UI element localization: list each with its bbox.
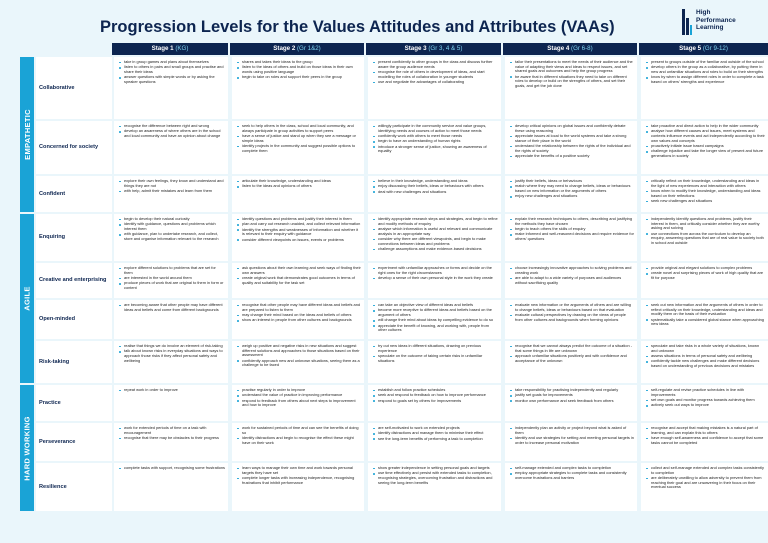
descriptor-list — [645, 388, 765, 408]
stage-cell-1 — [114, 176, 228, 212]
descriptor-item: identify distractions and manage them to minimise their effect — [372, 431, 498, 436]
descriptor-item: articulate their knowledge, understanding and ideas — [236, 179, 361, 184]
attribute-name: Resilience — [36, 463, 112, 511]
stage-cell-4 — [505, 263, 637, 298]
descriptor-item: consider different viewpoints on issues, events or problems — [236, 238, 361, 243]
stage-cell-1 — [114, 341, 228, 383]
descriptor-list — [509, 266, 634, 285]
stage-cell-4 — [505, 176, 637, 212]
descriptor-list — [118, 466, 225, 471]
stage-cell-1 — [114, 263, 228, 298]
descriptor-item: identify appropriate research steps and strategies, and begin to refine and modify methods of enquiry — [372, 217, 498, 226]
descriptor-list — [509, 426, 634, 445]
descriptor-item: confidently approach new and unknown situations, seeing them as a challenge to be faced — [236, 359, 361, 368]
descriptor-item: with help, admit their mistakes and learn from them — [118, 189, 225, 194]
descriptor-item: develop an awareness of where others are in the school and local community and have an opinion about change — [118, 129, 225, 138]
stage-cell-3 — [368, 263, 501, 298]
descriptor-list — [509, 388, 634, 403]
stage-cell-5 — [641, 57, 768, 119]
descriptor-item: recognise that we cannot always predict the outcome of a situation - that some things in life are unknown — [509, 344, 634, 353]
descriptor-item: have a sense of justice and stand up when they see a message or simple ideas — [236, 134, 361, 143]
descriptor-item: identify projects in the community and suggest possible options to complete them — [236, 144, 361, 153]
descriptor-item: are interested in the world around them — [118, 276, 225, 281]
grade-label: (Gr 3, 4 & 5) — [428, 45, 463, 52]
stage-cell-2 — [232, 57, 364, 119]
descriptor-item: produce pieces of work that are original to them in form or content — [118, 281, 225, 290]
descriptor-list — [236, 124, 361, 153]
descriptor-list — [509, 217, 634, 242]
descriptor-item: begin to teach others the skills of enquiry — [509, 227, 634, 232]
descriptor-list — [372, 179, 498, 194]
descriptor-item: evaluate cultural perspectives by drawing on the views of people from other cultures and backgrounds when forming opinions — [509, 313, 634, 322]
stage-cell-5 — [641, 423, 768, 461]
descriptor-item: use connections from across the curriculum to develop an enquiry, answering questions that are of real value to society both in school and outside — [645, 232, 765, 246]
descriptor-item: explain their research techniques to others, describing and justifying the methods they have chosen — [509, 217, 634, 226]
descriptor-list — [509, 60, 634, 89]
descriptor-item: seek new challenges and situations — [645, 199, 765, 204]
stage-header-1 — [112, 43, 228, 55]
descriptor-list — [236, 303, 361, 323]
attribute-name: Collaborative — [36, 57, 112, 119]
descriptor-item: analyse how different causes and issues, meet systems and contexts influence events and act independently according to their own values and concepts — [645, 129, 765, 143]
descriptor-list — [372, 124, 498, 154]
descriptor-item: know when to modify their knowledge, understanding and ideas based on their reflections — [645, 189, 765, 198]
descriptor-list — [118, 388, 225, 393]
stage-cell-1 — [114, 300, 228, 339]
descriptor-list — [236, 388, 361, 408]
descriptor-list — [118, 426, 225, 441]
descriptor-item: begin to have an understanding of human rights — [372, 139, 498, 144]
stage-cell-1 — [114, 57, 228, 119]
descriptor-list — [645, 124, 765, 159]
descriptor-item: begin to develop their natural curiosity — [118, 217, 225, 222]
descriptor-item: use time effectively and persist with extended tasks to completion, recognising strategies, overcoming frustration and distractions and seeing the long-term benefits — [372, 471, 498, 485]
descriptor-item: plan and carry out research unaided, and collect relevant information — [236, 222, 361, 227]
attribute-name: Open-minded — [36, 300, 112, 339]
descriptor-item: believe in their knowledge, understanding and ideas — [372, 179, 498, 184]
descriptor-item: recognise that other people may have different ideas and beliefs and are prepared to listen to them — [236, 303, 361, 312]
descriptor-item: take responsibility for practising independently and regularly — [509, 388, 634, 393]
descriptor-item: take proactive and direct action to help in the wider community — [645, 124, 765, 129]
descriptor-item: take in group games and plans about themselves — [118, 60, 225, 65]
descriptor-item: introduce a stronger sense of justice, showing an awareness of equality — [372, 145, 498, 154]
descriptor-item: identify and use strategies for setting and meeting personal targets in order to increase personal motivation — [509, 436, 634, 445]
stage-cell-5 — [641, 263, 768, 298]
descriptor-item: proactively initiate issue based campaigns — [645, 144, 765, 149]
section-empathetic — [20, 57, 34, 212]
descriptor-item: identify questions and problems and justify their interest in them — [236, 217, 361, 222]
descriptor-item: are deliberately unwilling to allow adversity to prevent them from reaching their goal and are unwavering in their focus on their eventual success — [645, 476, 765, 490]
descriptor-item: see the long-term benefits of performing a task to completion — [372, 437, 498, 442]
attribute-name: Enquiring — [36, 214, 112, 261]
descriptor-list — [372, 303, 498, 333]
descriptor-list — [509, 344, 634, 363]
descriptor-item: create original work that demonstrates good outcomes in terms of quality and suitability for the task set — [236, 276, 361, 285]
descriptor-item: tailor their presentations to meet the needs of their audience and the value of adapting their views and ideas to respect issues, and set shared goals and outcomes and help the group progress — [509, 60, 634, 74]
stage-cell-4 — [505, 300, 637, 339]
stage-cell-5 — [641, 214, 768, 261]
stage-cell-1 — [114, 463, 228, 511]
stage-cell-5 — [641, 300, 768, 339]
descriptor-item: be aware that in different situations they need to take on different roles to develop or build on the strengths of others, and set their goals, and get the job done — [509, 75, 634, 89]
stage-cell-3 — [368, 385, 501, 421]
descriptor-item: recognise the difference between right and wrong — [118, 124, 225, 129]
descriptor-item: shares and takes their ideas to the group — [236, 60, 361, 65]
descriptor-item: willingly participate in the community service and value groups, identifying needs and courses of action to meet those needs — [372, 124, 498, 133]
descriptor-list — [236, 217, 361, 242]
descriptor-item: recognise that there may be obstacles to their progress — [118, 436, 225, 441]
descriptor-item: seek out new information and the arguments of others in order to reflect critically on their knowledge, understanding and ideas and modify them on the basis of their evaluation — [645, 303, 765, 317]
stage-cell-3 — [368, 423, 501, 461]
stage-cell-5 — [641, 341, 768, 383]
descriptor-item: understand the value of practice in improving performance — [236, 393, 361, 398]
attribute-name: Perseverance — [36, 423, 112, 461]
stage-header-3 — [366, 43, 501, 55]
descriptor-item: challenge injustice and take the longer view of present and future generations in society — [645, 149, 765, 158]
descriptor-item: independently plan an activity or project beyond what is asked of them — [509, 426, 634, 435]
descriptor-list — [645, 344, 765, 369]
stage-cell-3 — [368, 214, 501, 261]
descriptor-item: match where they may need to change beliefs, ideas or behaviours based on new information or the arguments of others — [509, 184, 634, 193]
descriptor-list — [645, 266, 765, 281]
descriptor-item: listen to others in pairs and small groups and practise and share their ideas — [118, 65, 225, 74]
descriptor-list — [372, 217, 498, 252]
descriptor-item: complete longer tasks with increasing independence, recognising frustrations that inhibit performance — [236, 476, 361, 485]
stage-cell-5 — [641, 385, 768, 421]
descriptor-list — [372, 344, 498, 363]
descriptor-list — [236, 179, 361, 189]
stage-header-5 — [639, 43, 768, 55]
descriptor-list — [118, 217, 225, 242]
descriptor-item: with guidance, plan to undertake research, and collect, store and organise information relevant to the research — [118, 232, 225, 241]
descriptor-item: justify their beliefs, ideas or behaviours — [509, 179, 634, 184]
descriptor-list — [118, 266, 225, 291]
descriptor-item: collect and self-manage extended and complex tasks consistently to completion — [645, 466, 765, 475]
descriptor-item: challenge assumptions and make evidence-based decisions — [372, 247, 498, 252]
descriptor-item: consider why there are different viewpoints, and begin to make connections between ideas and problems — [372, 237, 498, 246]
descriptor-item: evaluate new information or the arguments of others and are willing to change beliefs, ideas or behaviours based on that evaluation — [509, 303, 634, 312]
stage-cell-3 — [368, 57, 501, 119]
grade-label: (Gr 6-8) — [571, 45, 593, 52]
stage-label: Stage 3 — [404, 45, 429, 52]
descriptor-item: speculate on the outcome of taking certain risks in unfamiliar situations — [372, 354, 498, 363]
logo-text: High Performance Learning — [696, 9, 736, 32]
hpl-logo — [682, 9, 736, 35]
descriptor-item: present to groups outside of the familiar and outside of the school — [645, 60, 765, 65]
descriptor-item: try out new ideas in different situations, drawing on previous experience — [372, 344, 498, 353]
descriptor-list — [118, 124, 225, 139]
descriptor-item: realise that things we do involve an element of risk-taking — [118, 344, 225, 349]
logo-mark-icon — [682, 9, 692, 35]
descriptor-item: choose increasingly innovative approaches to solving problems and creating work — [509, 266, 634, 275]
descriptor-item: identify the strengths and weaknesses of information and whether it is relevant to their enquiry with guidance — [236, 228, 361, 237]
stage-cell-2 — [232, 176, 364, 212]
descriptor-item: analyse which information is useful and relevant and communicate analysis in an appropriate way — [372, 227, 498, 236]
stage-cell-3 — [368, 463, 501, 511]
descriptor-item: recognise and accept that making mistakes is a natural part of learning, and can explain this to others — [645, 426, 765, 435]
descriptor-item: respond to goals set by others for improvements — [372, 399, 498, 404]
attribute-name: Confident — [36, 176, 112, 212]
descriptor-item: ask questions about their own learning and seek ways of finding their own answers — [236, 266, 361, 275]
descriptor-item: show an interest in people from other cultures and backgrounds — [236, 318, 361, 323]
descriptor-list — [236, 266, 361, 285]
stage-cell-5 — [641, 176, 768, 212]
section-label: AGILE — [22, 286, 32, 311]
stage-cell-2 — [232, 341, 364, 383]
descriptor-item: confidently work with others to meet those needs — [372, 134, 498, 139]
descriptor-item: establish and follow practice schedules — [372, 388, 498, 393]
stage-cell-4 — [505, 463, 637, 511]
descriptor-list — [118, 344, 225, 363]
descriptor-item: appreciate the benefits of a positive society — [509, 154, 634, 159]
descriptor-item: assess situations in terms of personal safety and wellbeing — [645, 354, 765, 359]
descriptor-item: critically reflect on their knowledge, understanding and ideas in the light of new experiences and interaction with others — [645, 179, 765, 188]
descriptor-item: monitor own performance and seek feedback from others — [509, 399, 634, 404]
descriptor-item: self-regulate and revise practice schedules in line with improvements — [645, 388, 765, 397]
descriptor-item: learn ways to manage their own time and work towards personal targets they have set — [236, 466, 361, 475]
descriptor-item: begin to take on roles and support their peers in the group — [236, 75, 361, 80]
attribute-row — [36, 300, 768, 339]
attribute-row — [36, 385, 768, 421]
descriptor-item: will change their mind about ideas by compelling evidence to do so — [372, 318, 498, 323]
descriptor-item: make informed and well-reasoned decisions and require evidence for others' questions — [509, 232, 634, 241]
descriptor-item: self-manage extended and complex tasks to completion — [509, 466, 634, 471]
attribute-name: Risk-taking — [36, 341, 112, 383]
attribute-name: Concerned for society — [36, 121, 112, 174]
stage-cell-1 — [114, 214, 228, 261]
descriptor-item: seek and respond to feedback on how to improve performance — [372, 393, 498, 398]
stage-label: Stage 2 — [273, 45, 297, 52]
descriptor-item: justify set goals for improvements — [509, 393, 634, 398]
grade-label: (Gr 9-12) — [702, 45, 728, 52]
descriptor-item: have enough self-awareness and confidence to accept that some tasks cannot be completed — [645, 436, 765, 445]
descriptor-list — [118, 179, 225, 194]
descriptor-list — [372, 60, 498, 85]
stage-cell-4 — [505, 385, 637, 421]
descriptor-item: employ appropriate strategies to complete tasks and consistently overcome frustrations and barriers — [509, 471, 634, 480]
descriptor-item: create novel and surprising pieces of work of high quality that are fit for purpose — [645, 271, 765, 280]
section-label: HARD WORKING — [22, 415, 32, 481]
descriptor-item: work for extended periods of time on a task with encouragement — [118, 426, 225, 435]
stage-label: Stage 5 — [679, 45, 703, 52]
descriptor-item: develop a sense of their own personal style in the work they create — [372, 276, 498, 281]
descriptor-item: enjoy new challenges and situations — [509, 194, 634, 199]
descriptor-item: listen to the ideas of others and build on those ideas in their own words using positive language — [236, 65, 361, 74]
descriptor-item: provide original and elegant solutions to complex problems — [645, 266, 765, 271]
section-agile — [20, 214, 34, 383]
descriptor-item: independently identify questions and problems, justify their interest in them, and critically consider whether they are worthy asking and solving — [645, 217, 765, 231]
descriptor-item: appreciate issues at local to the world systems and take a strong stance of their place in the world — [509, 134, 634, 143]
section-hard-working — [20, 385, 34, 511]
descriptor-item: deal with new challenges and situations — [372, 190, 498, 195]
descriptor-item: repeat work in order to improve — [118, 388, 225, 393]
stage-label: Stage 1 — [151, 45, 176, 52]
descriptor-item: identify distractions and begin to recognise the effect these might have on their work — [236, 436, 361, 445]
descriptor-item: appreciate the benefit of knowing, and working with, people from other cultures — [372, 324, 498, 333]
stage-cell-3 — [368, 300, 501, 339]
stage-cell-3 — [368, 121, 501, 174]
stage-cell-2 — [232, 263, 364, 298]
descriptor-item: weigh up positive and negative risks in new situations and suggest different solutions and approaches to those situations based on their assessment — [236, 344, 361, 358]
descriptor-item: listen to the ideas and opinions of others — [236, 184, 361, 189]
descriptor-item: develop others in the group as a collaborative, by putting them in new and unfamiliar situations and roles to build on their strengths — [645, 65, 765, 74]
descriptor-list — [236, 344, 361, 368]
descriptor-item: set own goals and monitor progress towards achieving them — [645, 398, 765, 403]
descriptor-item: recognise the role of others in development of ideas, and start modelling the roles of collaboration in younger students — [372, 70, 498, 79]
descriptor-item: enjoy discussing their beliefs, ideas or behaviours with others — [372, 184, 498, 189]
descriptor-item: develop critical opinions on global issues and confidently debate these using reasoning — [509, 124, 634, 133]
descriptor-list — [645, 217, 765, 246]
stage-cell-1 — [114, 385, 228, 421]
descriptor-item: are able to adapt to a wide variety of purposes and audiences without sacrificing quality — [509, 276, 634, 285]
stage-cell-2 — [232, 385, 364, 421]
attribute-row — [36, 214, 768, 261]
stage-cell-4 — [505, 341, 637, 383]
descriptor-list — [372, 388, 498, 403]
stage-cell-2 — [232, 300, 364, 339]
descriptor-list — [236, 466, 361, 485]
attribute-row — [36, 263, 768, 298]
descriptor-item: confidently tackle new challenges and make different decisions based on understanding of previous decisions and mistakes — [645, 359, 765, 368]
grade-label: (KG) — [175, 45, 189, 52]
stage-cell-4 — [505, 57, 637, 119]
stage-cell-5 — [641, 121, 768, 174]
descriptor-list — [509, 124, 634, 159]
descriptor-item: answer questions with simple words or by asking the speaker questions — [118, 75, 225, 84]
descriptor-list — [509, 303, 634, 322]
descriptor-item: experiment with unfamiliar approaches or forms and decide on the right ones for the right circumstances — [372, 266, 498, 275]
stage-cell-1 — [114, 121, 228, 174]
attribute-row — [36, 341, 768, 383]
descriptor-item: talk about known risks in everyday situations and ways to approach those risks if they affect personal safety and wellbeing — [118, 349, 225, 363]
descriptor-item: respond to feedback from others about next steps to improvement and how to improve — [236, 399, 361, 408]
descriptor-item: systematically take a considered global stance when approaching new ideas — [645, 318, 765, 327]
stage-cell-2 — [232, 214, 364, 261]
descriptor-item: show greater independence in setting personal goals and targets — [372, 466, 498, 471]
descriptor-item: use and negotiate the advantages of collaborating — [372, 80, 498, 85]
descriptor-item: can take an objective view of different ideas and beliefs — [372, 303, 498, 308]
stage-cell-4 — [505, 121, 637, 174]
descriptor-item: explore different solutions to problems that are set for them — [118, 266, 225, 275]
attribute-row — [36, 423, 768, 461]
descriptor-item: identify with guidance, questions and problems which interest them — [118, 222, 225, 231]
stage-cell-1 — [114, 423, 228, 461]
descriptor-list — [118, 303, 225, 312]
descriptor-list — [645, 426, 765, 445]
descriptor-list — [372, 466, 498, 485]
attribute-row — [36, 463, 768, 511]
attribute-row — [36, 57, 768, 119]
stage-cell-4 — [505, 214, 637, 261]
descriptor-item: become more receptive to different ideas and beliefs based on the argument of others — [372, 308, 498, 317]
descriptor-list — [645, 466, 765, 490]
stage-cell-2 — [232, 463, 364, 511]
stage-cell-3 — [368, 176, 501, 212]
stage-cell-2 — [232, 423, 364, 461]
descriptor-list — [645, 303, 765, 327]
descriptor-item: present confidently to other groups in the class and discuss further aware the group audience needs — [372, 60, 498, 69]
descriptor-list — [118, 60, 225, 85]
section-label: EMPATHETIC — [22, 109, 32, 160]
attribute-name: Practice — [36, 385, 112, 421]
grade-label: (Gr 1&2) — [297, 45, 321, 52]
descriptor-item: are becoming aware that other people may have different ideas and beliefs and come from different backgrounds — [118, 303, 225, 312]
descriptor-item: may change their mind based on the ideas and beliefs of others — [236, 313, 361, 318]
descriptor-item: seek to help others in the class, school and local community, and always participate in group activities to support peers — [236, 124, 361, 133]
descriptor-item: actively seek out ways to improve — [645, 403, 765, 408]
descriptor-list — [372, 426, 498, 441]
descriptor-list — [236, 60, 361, 80]
descriptor-list — [372, 266, 498, 281]
stage-cell-4 — [505, 423, 637, 461]
descriptor-list — [236, 426, 361, 445]
descriptor-list — [509, 179, 634, 199]
descriptor-item: practise regularly in order to improve — [236, 388, 361, 393]
attribute-row — [36, 176, 768, 212]
descriptor-item: approach unfamiliar situations positively and with confidence and acceptance of the unknown — [509, 354, 634, 363]
descriptor-item: speculate and take risks in a whole variety of situations, known and unknown — [645, 344, 765, 353]
descriptor-item: understand the relationship between the rights of the individual and the rights of society — [509, 144, 634, 153]
descriptor-item: explore their own feelings, they know and understand and things they are not — [118, 179, 225, 188]
descriptor-item: are self-motivated to work on extended projects — [372, 426, 498, 431]
stage-header-4 — [503, 43, 637, 55]
descriptor-item: complete tasks with support, recognising some frustrations — [118, 466, 225, 471]
stage-cell-5 — [641, 463, 768, 511]
descriptor-list — [509, 466, 634, 481]
stage-label: Stage 4 — [547, 45, 572, 52]
descriptor-item: know by when to assign different roles in order to complete a task based on others' strengths and experience — [645, 75, 765, 84]
attribute-name: Creative and enterprising — [36, 263, 112, 298]
stage-cell-2 — [232, 121, 364, 174]
attribute-row — [36, 121, 768, 174]
stage-header-2 — [230, 43, 364, 55]
descriptor-item: work for sustained periods of time and can see the benefits of doing so — [236, 426, 361, 435]
stage-cell-3 — [368, 341, 501, 383]
descriptor-list — [645, 179, 765, 204]
page-title: Progression Levels for the Values Attitudes and Attributes (VAAs) — [100, 18, 615, 36]
descriptor-list — [645, 60, 765, 85]
